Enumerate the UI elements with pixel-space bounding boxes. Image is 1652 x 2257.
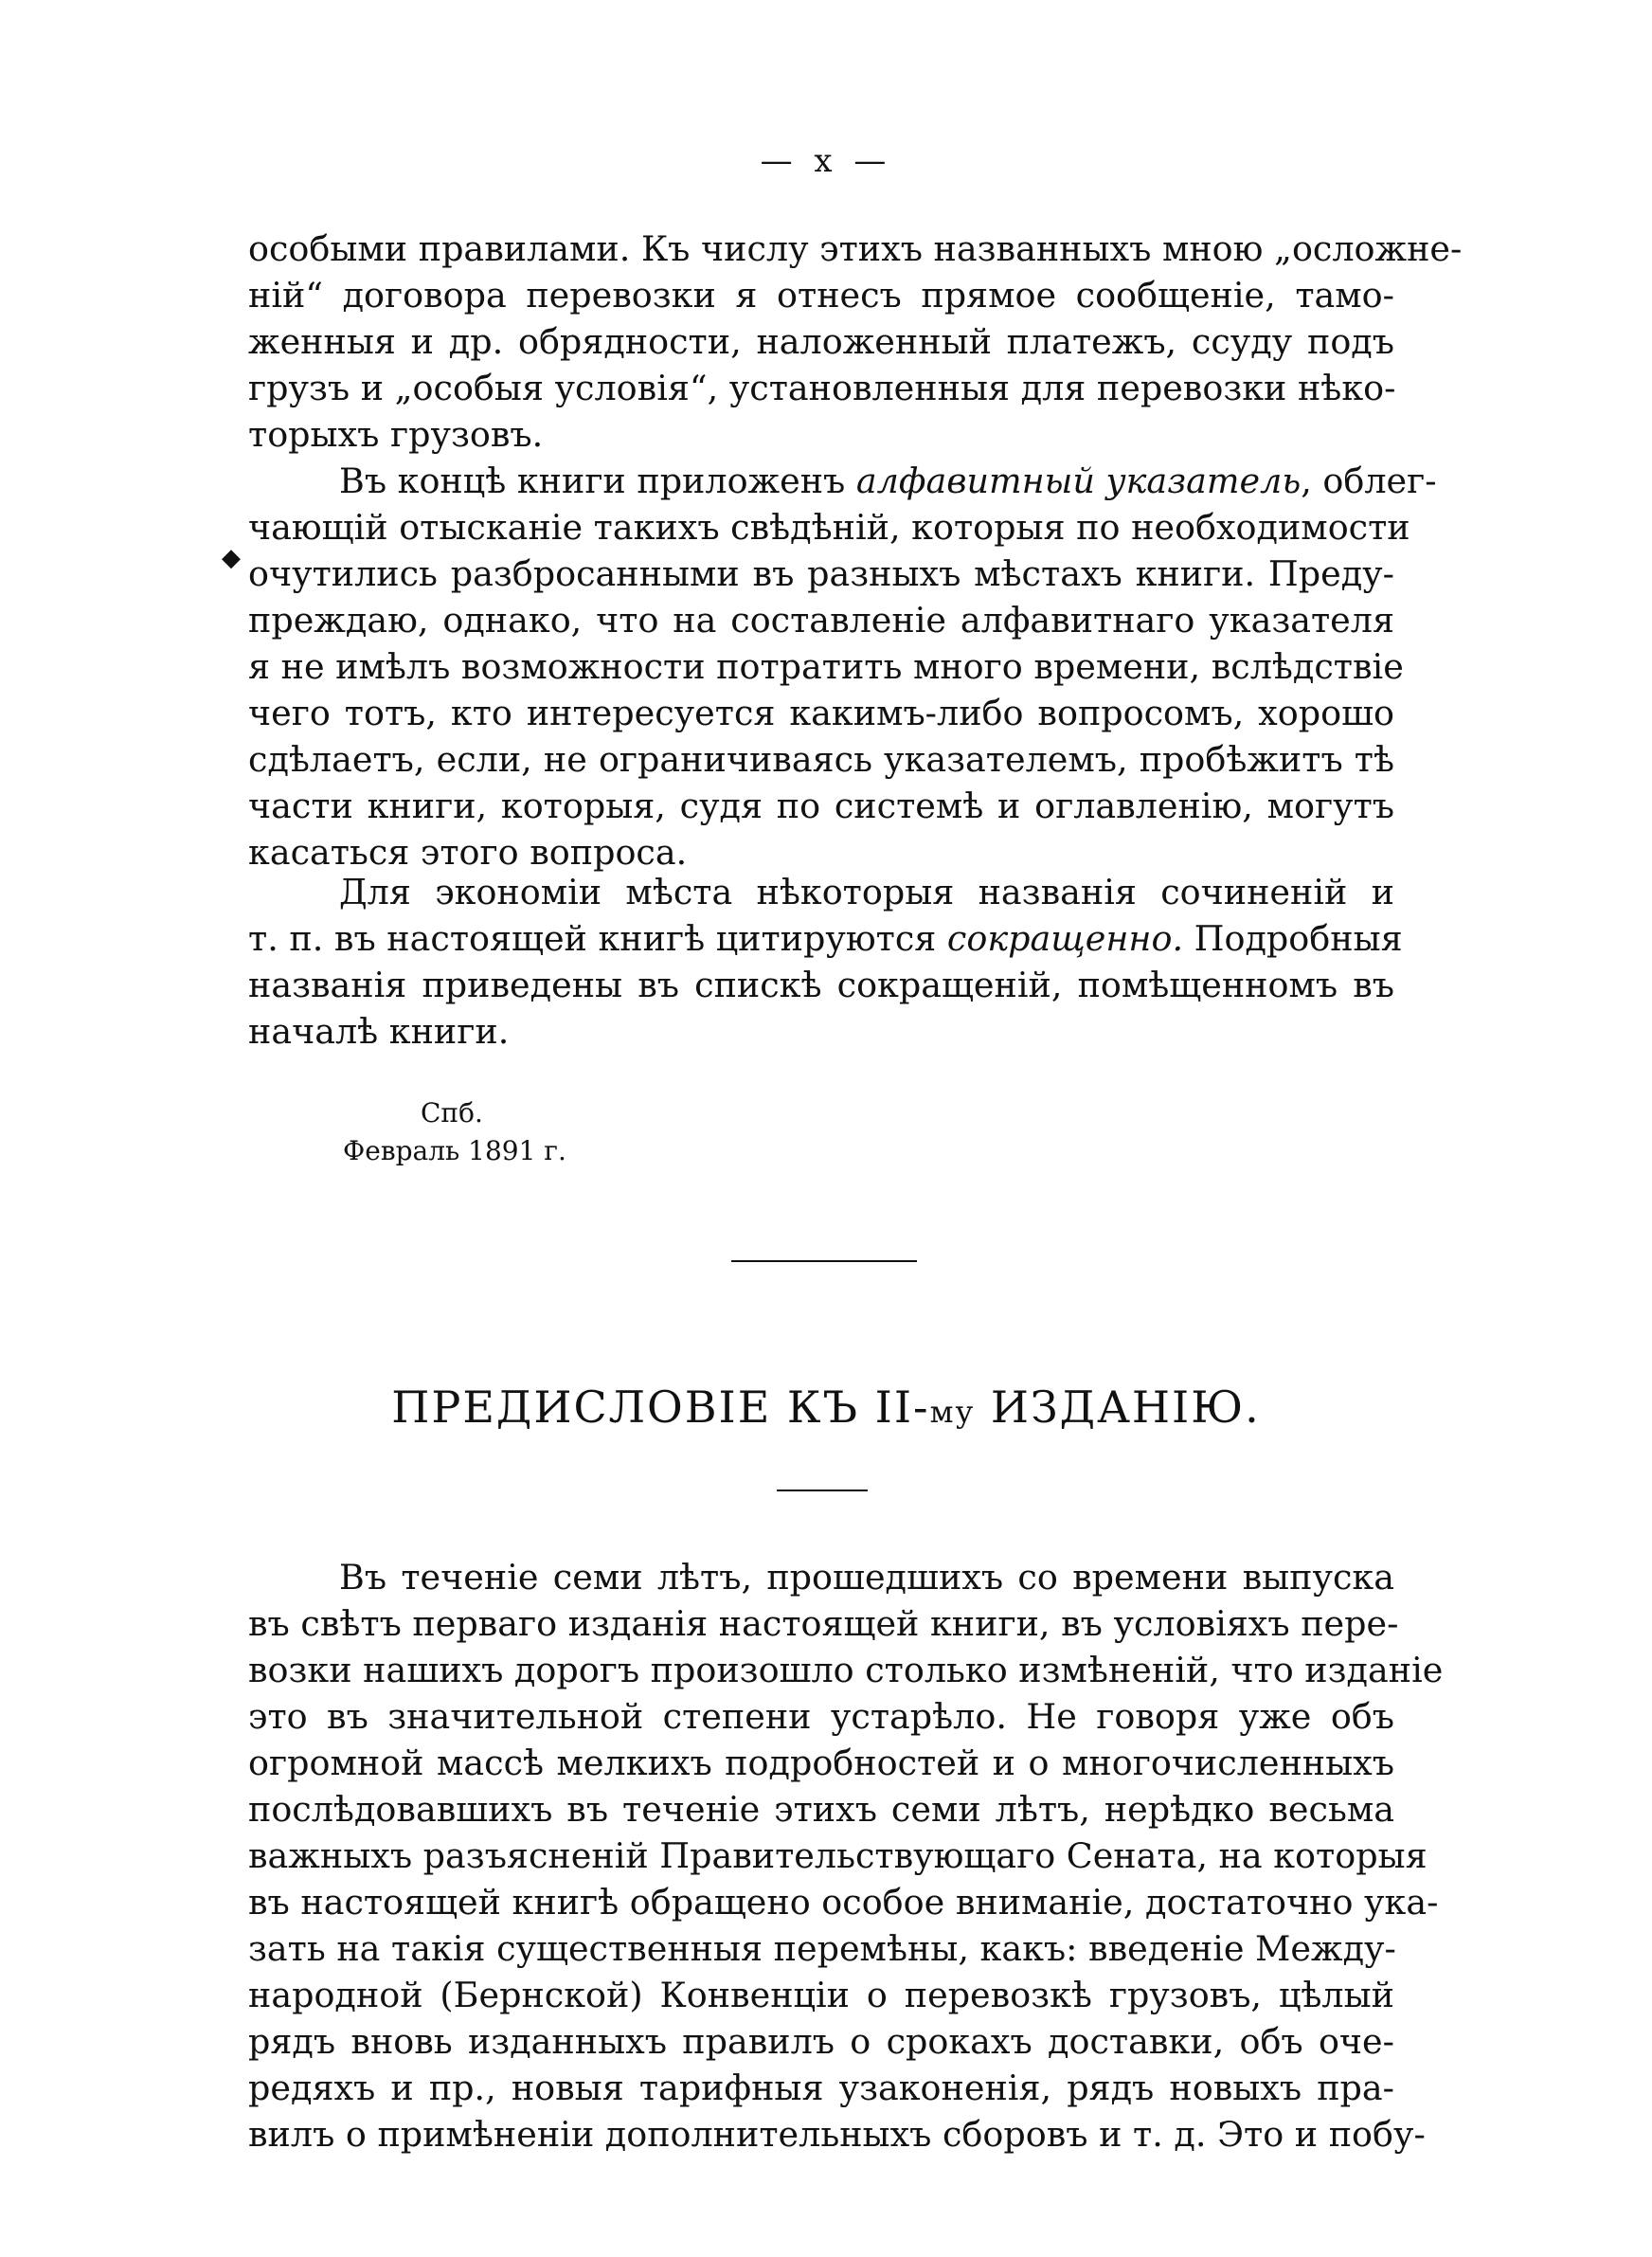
page-number: — x —: [760, 142, 892, 180]
text-line: зать на такія существенныя перемѣны, какъ: введеніе Между-: [248, 1928, 1396, 1969]
text-line: я не имѣлъ возможности потратить много времени, вслѣдствіе: [248, 646, 1404, 687]
text-line: въ настоящей книгѣ обращено особое вниманіе, достаточно ука-: [248, 1882, 1439, 1923]
heading-suffix: му: [929, 1394, 976, 1430]
text-line: огромной массѣ мелкихъ подробностей и о многочисленныхъ: [248, 1742, 1394, 1783]
text-line: грузъ и „особыя условія“, установленныя для перевозки нѣко-: [248, 368, 1396, 408]
text-line: касаться этого вопроса.: [248, 832, 688, 873]
text-line: преждаю, однако, что на составленіе алфавитнаго указателя: [248, 600, 1394, 641]
text-line: чего тотъ, кто интересуется какимъ-либо вопросомъ, хорошо: [248, 693, 1394, 733]
text-line: сдѣлаетъ, если, не ограничиваясь указателемъ, пробѣжитъ тѣ: [248, 739, 1394, 780]
signature-date: Февраль 1891 г.: [343, 1135, 566, 1166]
text-line: началѣ книги.: [248, 1011, 510, 1052]
heading-underline: [777, 1490, 868, 1491]
section-divider: [731, 1260, 917, 1262]
text-line: части книги, которыя, судя по системѣ и оглавленію, могутъ: [248, 785, 1394, 826]
text-line: чающій отысканіе такихъ свѣдѣній, которыя по необходимости: [248, 507, 1410, 548]
text-line: Для экономіи мѣста нѣкоторыя названія сочиненій и: [339, 872, 1394, 912]
text-line: редяхъ и пр., новыя тарифныя узаконенія, рядъ новыхъ пра-: [248, 2067, 1394, 2108]
paragraph-3: [248, 869, 1403, 1055]
text-line: особыми правилами. Къ числу этихъ названныхъ мною „осложне-: [248, 228, 1463, 269]
text-line: торыхъ грузовъ.: [248, 414, 544, 455]
signature: [343, 1094, 566, 1170]
italic-term: алфавитный указатель: [855, 460, 1302, 501]
margin-mark: ◆: [222, 544, 241, 572]
paragraph-4: [248, 1554, 1444, 2158]
paragraph-2: [248, 458, 1437, 876]
text-line: очутились разбросанными въ разныхъ мѣстахъ книги. Преду-: [248, 553, 1394, 594]
text-line: важныхъ разъясненій Правительствующаго Сената, на которыя: [248, 1835, 1428, 1876]
text-fragment: , облег-: [1301, 460, 1437, 501]
text-fragment: Подробныя: [1183, 918, 1403, 959]
text-line: послѣдовавшихъ въ теченіе этихъ семи лѣтъ, нерѣдко весьма: [248, 1789, 1394, 1830]
text-fragment: Въ концѣ книги приложенъ: [339, 460, 856, 501]
text-line: [248, 458, 1437, 504]
text-line: вилъ о примѣненіи дополнительныхъ сборовъ и т. д. Это и побу-: [248, 2114, 1426, 2155]
heading-text: ИЗДАНІЮ.: [975, 1381, 1261, 1433]
text-line: народной (Бернской) Конвенціи о перевозкѣ грузовъ, цѣлый: [248, 1975, 1394, 2015]
heading-text: ПРЕДИСЛОВІЕ КЪ II-: [391, 1381, 930, 1433]
text-line: возки нашихъ дорогъ произошло столько измѣненій, что изданіе: [248, 1650, 1444, 1690]
signature-place: Спб.: [421, 1097, 483, 1128]
text-line: названія приведены въ спискѣ сокращеній, помѣщенномъ въ: [248, 965, 1394, 1005]
paragraph-1: [248, 226, 1463, 458]
text-line: [248, 915, 1403, 962]
text-line: это въ значительной степени устарѣло. Не говоря уже объ: [248, 1696, 1394, 1737]
text-line: въ свѣтъ перваго изданія настоящей книги, въ условіяхъ пере-: [248, 1603, 1399, 1644]
text-line: Въ теченіе семи лѣтъ, прошедшихъ со времени выпуска: [339, 1557, 1394, 1598]
section-heading: [0, 1381, 1652, 1433]
text-line: ній“ договора перевозки я отнесъ прямое сообщеніе, тамо-: [248, 275, 1394, 316]
text-line: рядъ вновь изданныхъ правилъ о срокахъ доставки, объ оче-: [248, 2021, 1394, 2062]
text-fragment: т. п. въ настоящей книгѣ цитируются: [248, 918, 947, 959]
text-line: женныя и др. обрядности, наложенный платежъ, ссуду подъ: [248, 321, 1394, 362]
italic-term: сокращенно.: [946, 918, 1184, 959]
